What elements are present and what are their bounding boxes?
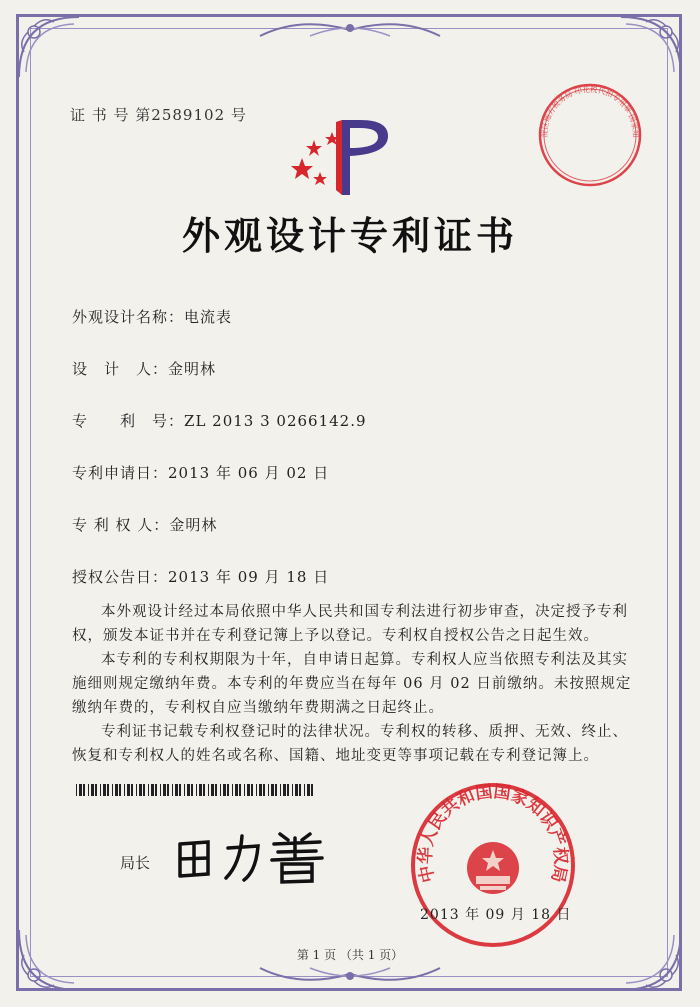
field-label: 专 利 号： (72, 412, 185, 430)
field-value: 金明林 (168, 360, 217, 378)
field-label: 外观设计名称： (72, 308, 185, 326)
field-label: 设 计 人： (72, 360, 169, 378)
director-signature (170, 826, 340, 886)
svg-text:北京市海淀区地方税务局 印花税代扣专用章 国家知识产权局 (535, 80, 641, 138)
field-application-date (72, 462, 329, 483)
field-label: 专利申请日： (72, 464, 169, 482)
field-grant-date (72, 566, 329, 587)
corner-ornament-icon (616, 12, 686, 82)
certificate-title: 外观设计专利证书 (181, 213, 518, 258)
paragraph: 专利证书记载专利权登记时的法律状况。专利权的转移、质押、无效、终止、恢复和专利权人的姓名或名称、国籍、地址变更等事项记载在专利登记簿上。 (72, 724, 628, 764)
field-label: 授权公告日： (72, 568, 169, 586)
seal-date: 2013 年 09 月 18 日 (420, 907, 572, 923)
field-design-name (72, 306, 232, 327)
national-ip-office-seal (408, 780, 578, 950)
field-value: 2013 年 06 月 02 日 (168, 464, 330, 482)
paragraph: 本外观设计经过本局依照中华人民共和国专利法进行初步审查，决定授予专利权，颁发本证书并在专利登记簿上予以登记。专利权自授权公告之日起生效。 (72, 604, 628, 644)
field-patentee (72, 514, 217, 535)
certificate-body (72, 600, 632, 768)
barcode-icon (76, 784, 316, 796)
field-patent-number (72, 410, 367, 431)
seal-small-text: 淀区地方税务局 印花税代扣专用章 国家知 (539, 84, 641, 138)
page-footer: 第 1 页 （共 1 页） (296, 948, 404, 962)
field-value: 电流表 (184, 308, 233, 326)
corner-ornament-icon (14, 12, 84, 82)
bottom-ornament-icon (250, 960, 450, 990)
field-designer (72, 358, 216, 379)
field-value: 金明林 (169, 516, 218, 534)
certificate-number: 证 书 号 第2589102 号 (70, 106, 247, 124)
seal-main-text: 中华人民共和国国家知识产权局 (415, 781, 571, 885)
field-label: 专 利 权 人： (72, 516, 170, 534)
top-ornament-icon (250, 14, 450, 44)
field-value: ZL 2013 3 0266142.9 (184, 412, 367, 430)
patent-office-logo-icon (280, 110, 400, 200)
tax-stamp-seal (535, 80, 645, 190)
director-title: 局长 (120, 854, 151, 872)
field-value: 2013 年 09 月 18 日 (168, 568, 330, 586)
paragraph: 本专利的专利权期限为十年，自申请日起算。专利权人应当依照专利法及其实施细则规定缴纳年费。本专利的年费应当在每年 06 月 02 日前缴纳。未按照规定缴纳年费的，专利权自应当缴纳年费期满之日起终止。 (72, 652, 632, 716)
